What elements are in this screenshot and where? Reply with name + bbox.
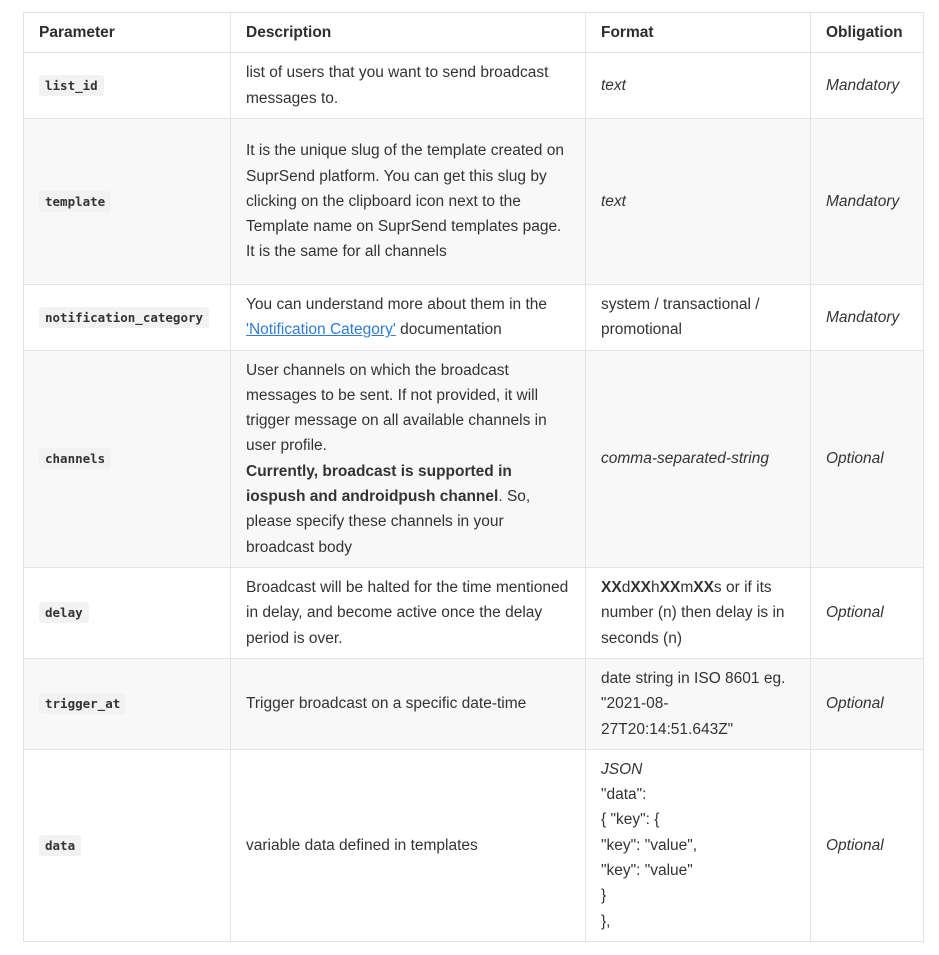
format-line: { "key": { — [601, 811, 660, 829]
obligation-cell: Optional — [811, 350, 924, 567]
description-bold-text: Currently, broadcast is supported in iospush and androidpush channel — [246, 462, 512, 506]
parameter-cell — [24, 119, 231, 285]
parameter-cell — [24, 749, 231, 941]
table-row — [24, 567, 924, 658]
description-cell — [231, 119, 586, 285]
table-row — [24, 53, 924, 119]
notification-category-link[interactable]: 'Notification Category' — [246, 321, 396, 339]
format-cell — [586, 749, 811, 941]
header-obligation: Obligation — [811, 13, 924, 53]
parameter-name: template — [39, 191, 111, 212]
header-parameter: Parameter — [24, 13, 231, 53]
format-line: "data": — [601, 786, 647, 804]
parameter-cell — [24, 350, 231, 567]
obligation-cell: Mandatory — [811, 53, 924, 119]
format-token: d — [621, 579, 631, 597]
description-cell: Trigger broadcast on a specific date-time — [231, 658, 586, 749]
obligation-cell: Mandatory — [811, 119, 924, 285]
parameter-cell — [24, 53, 231, 119]
format-token: XX — [693, 579, 714, 597]
format-cell: text — [586, 53, 811, 119]
description-text: It is the unique slug of the template created on SuprSend platform. You can get this slug by clicking on the clipboard icon next to the Template name on SuprSend templates page. — [246, 142, 564, 236]
description-text: . So, please specify these channels in your broadcast body — [246, 488, 531, 556]
parameter-name: data — [39, 835, 81, 856]
format-line: } — [601, 887, 607, 905]
format-cell: comma-separated-string — [586, 350, 811, 567]
format-token: s — [713, 579, 722, 597]
table-row — [24, 350, 924, 567]
parameter-name: trigger_at — [39, 693, 126, 714]
parameter-name: channels — [39, 448, 111, 469]
format-line: JSON — [601, 760, 643, 778]
parameter-cell — [24, 658, 231, 749]
format-text: or if its number (n) then delay is in seconds (n) — [601, 579, 785, 647]
obligation-cell: Optional — [811, 658, 924, 749]
obligation-cell: Optional — [811, 567, 924, 658]
format-token: h — [651, 579, 660, 597]
parameters-table — [23, 12, 924, 942]
description-cell: variable data defined in templates — [231, 749, 586, 941]
format-line: "key": "value" — [601, 862, 693, 880]
description-text: It is the same for all channels — [246, 243, 447, 261]
parameter-name: notification_category — [39, 307, 209, 328]
format-token: m — [680, 579, 694, 597]
format-token: XX — [659, 579, 681, 597]
format-cell — [586, 567, 811, 658]
parameter-cell — [24, 567, 231, 658]
parameter-name: list_id — [39, 75, 104, 96]
header-description: Description — [231, 13, 586, 53]
description-text: User channels on which the broadcast messages to be sent. If not provided, it will trigger message on all available channels in user profile. — [246, 361, 547, 455]
header-format: Format — [586, 13, 811, 53]
format-line: }, — [601, 912, 611, 930]
format-cell: text — [586, 119, 811, 285]
description-text: documentation — [395, 321, 502, 339]
description-text: You can understand more about them in the — [246, 296, 548, 313]
description-cell — [231, 350, 586, 567]
table-row — [24, 285, 924, 351]
table-row — [24, 658, 924, 749]
obligation-cell: Mandatory — [811, 285, 924, 351]
format-token: XX — [630, 579, 651, 597]
table-row — [24, 749, 924, 941]
parameter-name: delay — [39, 602, 89, 623]
format-token: XX — [601, 579, 622, 597]
obligation-cell: Optional — [811, 749, 924, 941]
format-cell: date string in ISO 8601 eg. "2021-08-27T20:14:51.643Z" — [586, 658, 811, 749]
table-header-row — [24, 13, 924, 53]
table-row — [24, 119, 924, 285]
description-cell — [231, 285, 586, 351]
description-cell: Broadcast will be halted for the time mentioned in delay, and become active once the delay period is over. — [231, 567, 586, 658]
parameter-cell — [24, 285, 231, 351]
format-line: "key": "value", — [601, 836, 698, 854]
format-cell: system / transactional / promotional — [586, 285, 811, 351]
description-cell: list of users that you want to send broadcast messages to. — [231, 53, 586, 119]
